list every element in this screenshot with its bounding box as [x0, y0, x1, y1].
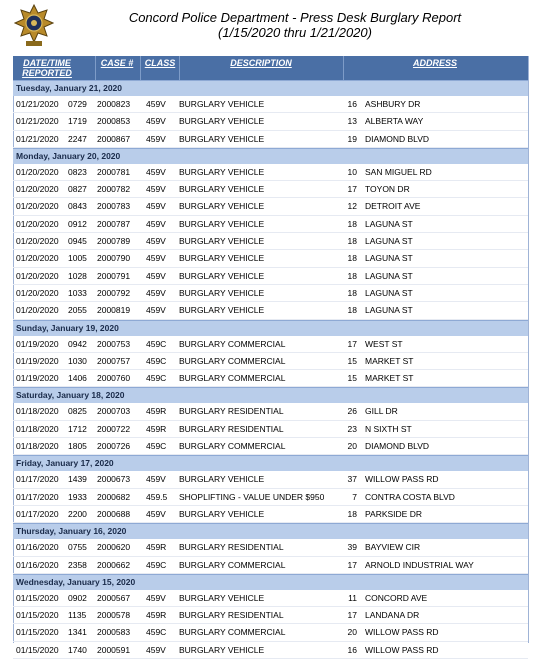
cell-street-number: 17: [347, 184, 357, 195]
cell-case-number: 2000682: [97, 491, 131, 502]
table-row[interactable]: [13, 506, 528, 523]
table-row[interactable]: [13, 96, 528, 113]
cell-case-number: 2000790: [97, 253, 131, 264]
cell-class: 459C: [146, 627, 167, 638]
cell-description: BURGLARY VEHICLE: [179, 184, 265, 195]
cell-time: 0755: [68, 542, 87, 553]
cell-description: BURGLARY COMMERCIAL: [179, 441, 286, 452]
cell-date: 01/20/2020: [16, 253, 59, 264]
cell-case-number: 2000760: [97, 373, 131, 384]
cell-class: 459V: [146, 305, 166, 316]
cell-time: 2247: [68, 133, 87, 144]
cell-address: LAGUNA ST: [365, 218, 413, 229]
cell-time: 0945: [68, 236, 87, 247]
table-row[interactable]: [13, 336, 528, 353]
cell-address: SAN MIGUEL RD: [365, 166, 432, 177]
cell-case-number: 2000688: [97, 508, 131, 519]
table-row[interactable]: [13, 285, 528, 302]
cell-time: 0827: [68, 184, 87, 195]
cell-street-number: 18: [347, 236, 357, 247]
cell-date: 01/20/2020: [16, 270, 59, 281]
cell-time: 0843: [68, 201, 87, 212]
cell-time: 1712: [68, 423, 87, 434]
cell-case-number: 2000781: [97, 166, 131, 177]
cell-case-number: 2000782: [97, 184, 131, 195]
cell-street-number: 13: [347, 116, 357, 127]
cell-date: 01/20/2020: [16, 236, 59, 247]
cell-street-number: 18: [347, 253, 357, 264]
cell-street-number: 18: [347, 508, 357, 519]
cell-description: BURGLARY VEHICLE: [179, 166, 265, 177]
cell-date: 01/20/2020: [16, 287, 59, 298]
cell-case-number: 2000578: [97, 610, 131, 621]
cell-date: 01/20/2020: [16, 166, 59, 177]
cell-address: GILL DR: [365, 406, 398, 417]
cell-date: 01/20/2020: [16, 201, 59, 212]
cell-description: BURGLARY COMMERCIAL: [179, 355, 286, 366]
cell-date: 01/19/2020: [16, 373, 59, 384]
table-row[interactable]: [13, 438, 528, 455]
cell-address: WILLOW PASS RD: [365, 644, 439, 655]
table-row[interactable]: [13, 624, 528, 641]
cell-address: DIAMOND BLVD: [365, 441, 430, 452]
cell-street-number: 37: [347, 474, 357, 485]
cell-address: LAGUNA ST: [365, 236, 413, 247]
cell-class: 459V: [146, 253, 166, 264]
cell-time: 1439: [68, 474, 87, 485]
cell-address: CONCORD AVE: [365, 592, 428, 603]
cell-description: BURGLARY VEHICLE: [179, 116, 265, 127]
cell-description: BURGLARY VEHICLE: [179, 592, 265, 603]
cell-street-number: 20: [347, 441, 357, 452]
cell-time: 0912: [68, 218, 87, 229]
cell-case-number: 2000662: [97, 559, 131, 570]
cell-address: MARKET ST: [365, 355, 414, 366]
cell-time: 0942: [68, 338, 87, 349]
cell-case-number: 2000787: [97, 218, 131, 229]
cell-description: BURGLARY VEHICLE: [179, 218, 265, 229]
cell-street-number: 17: [347, 559, 357, 570]
cell-description: BURGLARY VEHICLE: [179, 133, 265, 144]
table-row[interactable]: [13, 198, 528, 215]
cell-address: LAGUNA ST: [365, 287, 413, 298]
day-group-header: Thursday, January 16, 2020: [13, 523, 528, 539]
cell-address: DETROIT AVE: [365, 201, 421, 212]
cell-time: 2358: [68, 559, 87, 570]
cell-description: BURGLARY RESIDENTIAL: [179, 406, 284, 417]
cell-time: 2055: [68, 305, 87, 316]
cell-class: 459.5: [146, 491, 168, 502]
cell-time: 1719: [68, 116, 87, 127]
day-group-header: Tuesday, January 21, 2020: [13, 80, 528, 96]
table-row[interactable]: [13, 471, 528, 488]
cell-address: WILLOW PASS RD: [365, 474, 439, 485]
day-group-header: Friday, January 17, 2020: [13, 455, 528, 471]
cell-class: 459R: [146, 423, 167, 434]
day-group-header: Wednesday, January 15, 2020: [13, 574, 528, 590]
cell-street-number: 18: [347, 287, 357, 298]
cell-time: 1030: [68, 355, 87, 366]
cell-date: 01/19/2020: [16, 338, 59, 349]
cell-date: 01/21/2020: [16, 133, 59, 144]
cell-case-number: 2000789: [97, 236, 131, 247]
cell-address: CONTRA COSTA BLVD: [365, 491, 455, 502]
col-date-time[interactable]: DATE/TIME REPORTED: [22, 58, 72, 78]
table-row[interactable]: [13, 489, 528, 506]
cell-class: 459V: [146, 201, 166, 212]
cell-street-number: 15: [347, 355, 357, 366]
cell-date: 01/18/2020: [16, 441, 59, 452]
cell-time: 1805: [68, 441, 87, 452]
cell-description: BURGLARY COMMERCIAL: [179, 627, 286, 638]
cell-description: BURGLARY COMMERCIAL: [179, 373, 286, 384]
cell-address: ASHBURY DR: [365, 99, 421, 109]
cell-address: ALBERTA WAY: [365, 116, 424, 127]
cell-case-number: 2000792: [97, 287, 131, 298]
day-group-header: Sunday, January 19, 2020: [13, 320, 528, 336]
cell-case-number: 2000867: [97, 133, 131, 144]
table-row[interactable]: [13, 164, 528, 181]
cell-class: 459R: [146, 542, 167, 553]
table-row[interactable]: [13, 250, 528, 267]
cell-description: BURGLARY RESIDENTIAL: [179, 542, 284, 553]
cell-street-number: 23: [347, 423, 357, 434]
cell-class: 459V: [146, 270, 166, 281]
table-row[interactable]: [13, 353, 528, 370]
cell-time: 1933: [68, 491, 87, 502]
cell-address: MARKET ST: [365, 373, 414, 384]
cell-street-number: 16: [347, 644, 357, 655]
table-row[interactable]: [13, 268, 528, 285]
cell-address: WEST ST: [365, 338, 403, 349]
table-row[interactable]: [13, 403, 528, 420]
cell-case-number: 2000753: [97, 338, 131, 349]
cell-case-number: 2000791: [97, 270, 131, 281]
cell-address: LAGUNA ST: [365, 270, 413, 281]
table-row[interactable]: [13, 642, 528, 659]
cell-class: 459V: [146, 133, 166, 144]
cell-date: 01/21/2020: [16, 99, 59, 109]
cell-case-number: 2000757: [97, 355, 131, 366]
cell-street-number: 17: [347, 610, 357, 621]
cell-address: LAGUNA ST: [365, 253, 413, 264]
cell-description: BURGLARY VEHICLE: [179, 201, 265, 212]
cell-class: 459V: [146, 218, 166, 229]
cell-time: 2200: [68, 508, 87, 519]
cell-time: 0729: [68, 99, 87, 109]
cell-street-number: 19: [347, 133, 357, 144]
cell-address: PARKSIDE DR: [365, 508, 422, 519]
cell-case-number: 2000583: [97, 627, 131, 638]
cell-class: 459V: [146, 644, 166, 655]
cell-class: 459R: [146, 406, 167, 417]
report-header: [0, 0, 538, 56]
cell-class: 459C: [146, 441, 167, 452]
table-row[interactable]: [13, 233, 528, 250]
cell-street-number: 39: [347, 542, 357, 553]
cell-address: DIAMOND BLVD: [365, 133, 430, 144]
cell-class: 459V: [146, 236, 166, 247]
col-address[interactable]: ADDRESS: [412, 58, 457, 68]
cell-address: ARNOLD INDUSTRIAL WAY: [365, 559, 474, 570]
report-title: Concord Police Department - Press Desk Burglary Report: [128, 10, 462, 25]
cell-description: BURGLARY VEHICLE: [179, 644, 265, 655]
cell-case-number: 2000823: [97, 99, 131, 109]
table-row[interactable]: [13, 607, 528, 624]
cell-class: 459V: [146, 592, 166, 603]
cell-class: 459V: [146, 474, 166, 485]
cell-date: 01/15/2020: [16, 644, 59, 655]
cell-date: 01/21/2020: [16, 116, 59, 127]
cell-street-number: 16: [347, 99, 357, 109]
cell-time: 1028: [68, 270, 87, 281]
cell-class: 459C: [146, 338, 167, 349]
cell-time: 1135: [68, 610, 87, 621]
cell-description: BURGLARY COMMERCIAL: [179, 559, 286, 570]
cell-description: BURGLARY VEHICLE: [179, 474, 265, 485]
cell-class: 459V: [146, 184, 166, 195]
table-row[interactable]: [13, 131, 528, 148]
cell-date: 01/19/2020: [16, 355, 59, 366]
cell-date: 01/16/2020: [16, 542, 59, 553]
cell-case-number: 2000567: [97, 592, 131, 603]
cell-time: 0825: [68, 406, 87, 417]
cell-case-number: 2000703: [97, 406, 131, 417]
day-group-header: Monday, January 20, 2020: [13, 148, 528, 164]
cell-date: 01/15/2020: [16, 627, 59, 638]
cell-date: 01/17/2020: [16, 508, 59, 519]
cell-street-number: 12: [347, 201, 357, 212]
cell-street-number: 7: [352, 491, 357, 502]
cell-case-number: 2000783: [97, 201, 131, 212]
cell-street-number: 10: [347, 166, 357, 177]
cell-case-number: 2000673: [97, 474, 131, 485]
cell-description: SHOPLIFTING - VALUE UNDER $950: [179, 491, 325, 502]
cell-time: 1406: [68, 373, 87, 384]
cell-time: 1740: [68, 644, 87, 655]
cell-description: BURGLARY VEHICLE: [179, 287, 265, 298]
cell-street-number: 15: [347, 373, 357, 384]
cell-class: 459C: [146, 559, 167, 570]
cell-case-number: 2000853: [97, 116, 131, 127]
table-header: [13, 56, 528, 80]
cell-street-number: 17: [347, 338, 357, 349]
table-row[interactable]: [13, 113, 528, 130]
cell-case-number: 2000819: [97, 305, 131, 316]
cell-case-number: 2000722: [97, 423, 131, 434]
cell-date: 01/20/2020: [16, 305, 59, 316]
cell-class: 459R: [146, 610, 167, 621]
cell-class: 459V: [146, 116, 166, 127]
col-case[interactable]: CASE #: [100, 58, 134, 68]
day-group-header: Saturday, January 18, 2020: [13, 387, 528, 403]
col-description[interactable]: DESCRIPTION: [230, 58, 292, 68]
cell-time: 0902: [68, 592, 87, 603]
cell-time: 1033: [68, 287, 87, 298]
table-row[interactable]: [13, 302, 528, 319]
cell-date: 01/17/2020: [16, 491, 59, 502]
table-row[interactable]: [13, 216, 528, 233]
cell-street-number: 18: [347, 218, 357, 229]
cell-address: BAYVIEW CIR: [365, 542, 421, 553]
col-class[interactable]: CLASS: [144, 58, 176, 68]
report-table: [13, 56, 528, 659]
cell-address: LAGUNA ST: [365, 305, 413, 316]
table-row[interactable]: [13, 421, 528, 438]
cell-class: 459V: [146, 508, 166, 519]
table-row[interactable]: [13, 590, 528, 607]
cell-case-number: 2000591: [97, 644, 131, 655]
cell-class: 459V: [146, 99, 166, 109]
cell-date: 01/15/2020: [16, 610, 59, 621]
cell-street-number: 26: [347, 406, 357, 417]
cell-street-number: 11: [348, 592, 357, 603]
cell-description: BURGLARY VEHICLE: [179, 305, 265, 316]
table-body: [13, 80, 528, 659]
cell-date: 01/16/2020: [16, 559, 59, 570]
cell-class: 459C: [146, 355, 167, 366]
cell-date: 01/15/2020: [16, 592, 59, 603]
cell-description: BURGLARY COMMERCIAL: [179, 338, 286, 349]
table-row[interactable]: [13, 539, 528, 556]
cell-date: 01/18/2020: [16, 406, 59, 417]
cell-description: BURGLARY VEHICLE: [179, 270, 265, 281]
cell-description: BURGLARY RESIDENTIAL: [179, 610, 284, 621]
table-row[interactable]: [13, 181, 528, 198]
cell-case-number: 2000726: [97, 441, 131, 452]
cell-description: BURGLARY VEHICLE: [179, 508, 265, 519]
cell-address: N SIXTH ST: [365, 423, 412, 434]
cell-class: 459C: [146, 373, 167, 384]
cell-description: BURGLARY VEHICLE: [179, 99, 265, 109]
cell-description: BURGLARY VEHICLE: [179, 253, 265, 264]
cell-date: 01/17/2020: [16, 474, 59, 485]
cell-address: WILLOW PASS RD: [365, 627, 439, 638]
report-date-range: (1/15/2020 thru 1/21/2020): [218, 25, 372, 40]
cell-street-number: 18: [347, 305, 357, 316]
cell-case-number: 2000620: [97, 542, 131, 553]
cell-street-number: 18: [347, 270, 357, 281]
cell-class: 459V: [146, 287, 166, 298]
cell-address: LANDANA DR: [365, 610, 420, 621]
cell-description: BURGLARY VEHICLE: [179, 236, 265, 247]
police-badge-logo: [14, 4, 54, 48]
cell-description: BURGLARY RESIDENTIAL: [179, 423, 284, 434]
table-row[interactable]: [13, 370, 528, 387]
cell-street-number: 20: [347, 627, 357, 638]
cell-date: 01/20/2020: [16, 218, 59, 229]
cell-class: 459V: [146, 166, 166, 177]
table-row[interactable]: [13, 557, 528, 574]
cell-address: TOYON DR: [365, 184, 410, 195]
cell-time: 1005: [68, 253, 87, 264]
cell-time: 1341: [68, 627, 87, 638]
cell-date: 01/20/2020: [16, 184, 59, 195]
cell-date: 01/18/2020: [16, 423, 59, 434]
cell-time: 0823: [68, 166, 87, 177]
